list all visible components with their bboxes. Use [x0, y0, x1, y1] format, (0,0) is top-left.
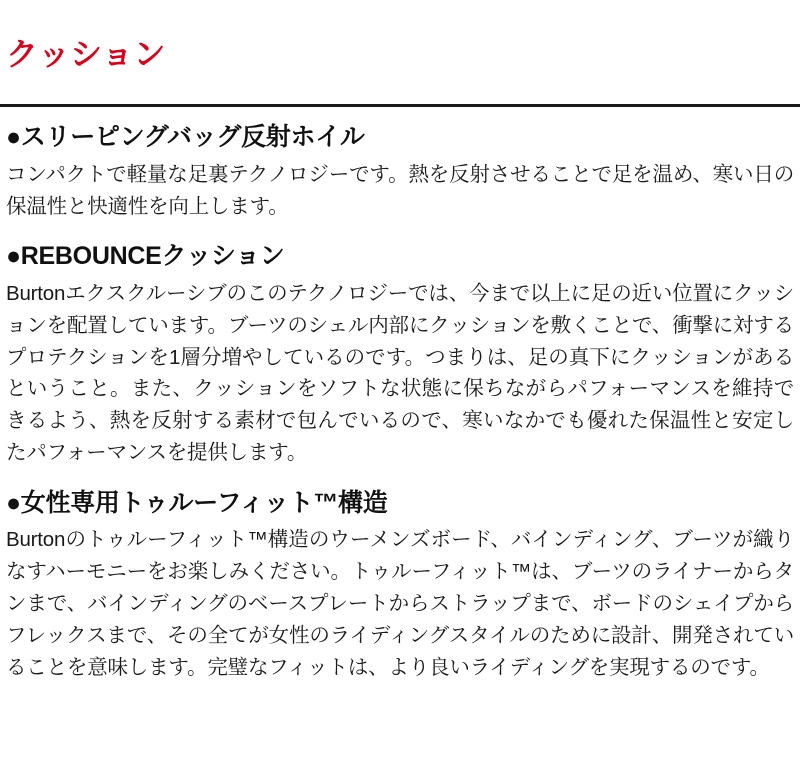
section-heading: ●女性専用トゥルーフィット™構造	[6, 488, 388, 517]
section-heading: ●REBOUNCEクッション	[6, 242, 285, 271]
page-title: クッション	[6, 36, 166, 73]
section-true-fit-womens	[6, 487, 794, 684]
section-heading: ●スリーピングバッグ反射ホイル	[6, 123, 365, 152]
document-page	[0, 21, 800, 771]
section-body: Burtonエクスクルーシブのこのテクノロジーでは、今まで以上に足の近い位置にクッションを配置しています。ブーツのシェル内部にクッションを敷くことで、衝撃に対するプロテクションを1層分増やしているのです。つまりは、足の真下にクッションがあるということ。また、クッションをソフトな状態に保ちながらパフォーマンスを維持できるよう、熱を反射する素材で包んでいるので、寒いなかでも優れた保温性と安定したパフォーマンスを提供します。	[6, 282, 794, 464]
section-sleeping-bag-foil	[6, 121, 794, 222]
section-rebounce-cushion	[6, 240, 794, 468]
section-body: コンパクトで軽量な足裏テクノロジーです。熱を反射させることで足を温め、寒い日の保温性と快適性を向上します。	[6, 162, 794, 218]
content-area	[0, 121, 800, 683]
section-body: Burtonのトゥルーフィット™構造のウーメンズボード、バインディング、ブーツが織りなすハーモニーをお楽しみください。トゥルーフィット™は、ブーツのライナーからタンまで、バインディングのベースプレートからストラップまで、ボードのシェイプからフレックスまで、その全てが女性のライディングスタイルのために設計、開発されていることを意味します。完璧なフィットは、より良いライディングを実現するのです。	[6, 528, 794, 679]
title-divider	[0, 104, 800, 107]
